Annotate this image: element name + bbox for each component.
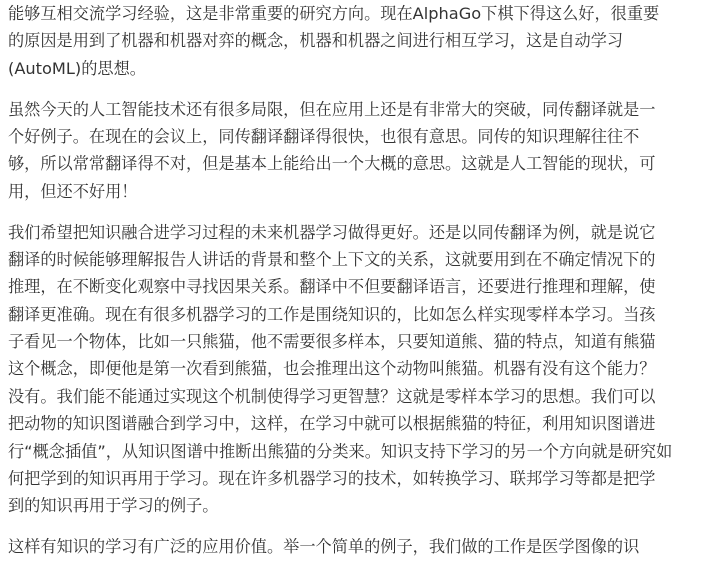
paragraph-automl [8,0,694,82]
text-line: 能够互相交流学习经验，这是非常重要的研究方向。现在AlphaGo下棋下得这么好，很重要 [8,4,660,23]
text-line: 够，所以常常翻译得不对，但是基本上能给出一个大概的意思。这就是人工智能的现状，可 [8,154,656,174]
paragraph-knowledge-learning [8,219,694,520]
text-line: 到的知识再用于学习的例子。 [8,496,219,516]
paragraph-translation [8,96,694,206]
text-line: 这样有知识的学习有广泛的应用价值。举一个简单的例子，我们做的工作是医学图像的识 [8,537,640,557]
text-line: 子看见一个物体，比如一只熊猫，他不需要很多样本，只要知道熊、猫的特点，知道有熊猫 [8,332,656,352]
text-line: 这个概念，即便他是第一次看到熊猫，也会推理出这个动物叫熊猫。机器有没有这个能力？ [8,359,656,379]
text-line: 的原因是用到了机器和机器对弈的概念，机器和机器之间进行相互学习，这是自动学习 [8,31,624,51]
text-line: 翻译更准确。现在有很多机器学习的工作是围绕知识的，比如怎么样实现零样本学习。当孩 [8,304,656,324]
text-line: 用，但还不好用！ [8,181,138,201]
text-line: (AutoML)的思想。 [8,58,146,78]
paragraph-applications [8,533,694,560]
text-line: 我们希望把知识融合进学习过程的未来机器学习做得更好。还是以同传翻译为例，就是说它 [8,222,656,242]
article-body [8,0,694,574]
text-line: 推理，在不断变化观察中寻找因果关系。翻译中不但要翻译语言，还要进行推理和理解，使 [8,277,656,297]
text-line: 没有。我们能不能通过实现这个机制使得学习更智慧？这就是零样本学习的思想。我们可以 [8,386,656,406]
text-line: 翻译的时候能够理解报告人讲话的背景和整个上下文的关系，这就要用到在不确定情况下的 [8,249,656,269]
text-line: 把动物的知识图谱融合到学习中，这样，在学习中就可以根据熊猫的特征，利用知识图谱进 [8,414,656,434]
text-line: 行“概念插值”，从知识图谱中推断出熊猫的分类来。知识支持下学习的另一个方向就是研究如 [8,441,673,461]
text-line: 何把学到的知识再用于学习。现在许多机器学习的技术，如转换学习、联邦学习等都是把学 [8,469,656,489]
text-line: 虽然今天的人工智能技术还有很多局限，但在应用上还是有非常大的突破，同传翻译就是一 [8,99,656,119]
text-line: 个好例子。在现在的会议上，同传翻译翻译得很快，也很有意思。同传的知识理解往往不 [8,126,640,146]
